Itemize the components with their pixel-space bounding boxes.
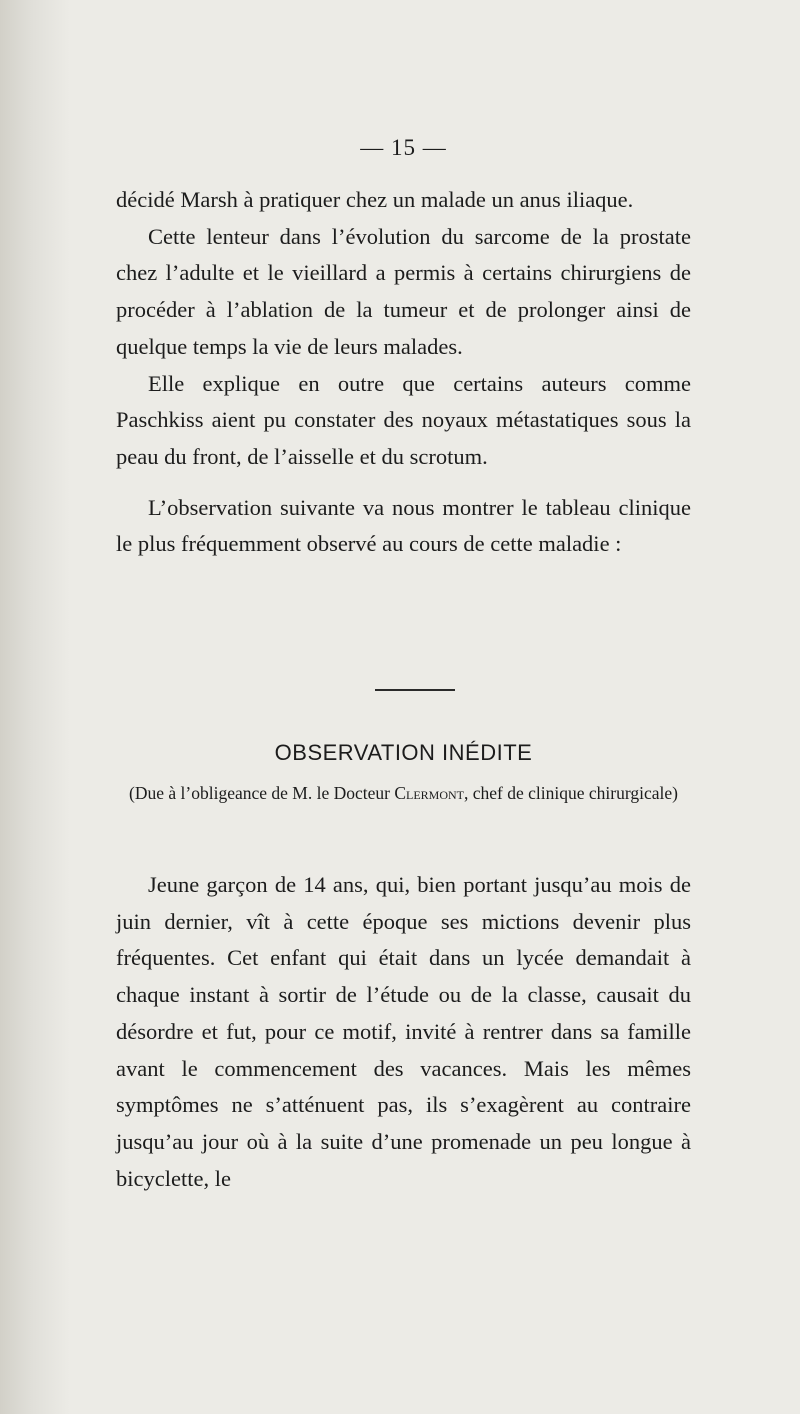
page-edge-shadow	[0, 0, 70, 1414]
page-number: — 15 —	[360, 135, 447, 160]
observation-title: OBSERVATION INÉDITE	[274, 740, 533, 765]
attribution-doctor-name: Clermont	[394, 783, 465, 803]
body-text	[116, 182, 691, 563]
paragraph-3: Elle explique en outre que certains auteurs comme Paschkiss aient pu constater des noyaux métastatiques sous la peau du front, de l’aisselle et du scrotum.	[116, 370, 691, 469]
paragraph-1: décidé Marsh à pratiquer chez un malade un anus iliaque.	[116, 187, 634, 212]
paragraph-2: Cette lenteur dans l’évolution du sarcome de la prostate chez l’adulte et le vieillard a permis à certains chirurgiens de procéder à l’ablation de la tumeur et de prolonger ainsi de quelque temps la vie de leurs malades.	[116, 223, 691, 359]
attribution-text-before: (Due à l’obligeance de M. le Docteur	[129, 783, 395, 803]
paragraph-4: L’observation suivante va nous montrer le tableau clinique le plus fréquemment observé au cours de cette maladie :	[116, 494, 691, 557]
section-divider	[375, 689, 455, 691]
observation-paragraph: Jeune garçon de 14 ans, qui, bien portant jusqu’au mois de juin dernier, vît à cette époque ses mictions devenir plus fréquentes. Cet enfant qui était dans un lycée demandait à chaque instant à sortir de l’étude ou de la classe, causait du désordre et fut, pour ce motif, invité à rentrer dans sa famille avant le commencement des vacances. Mais les mêmes symptômes ne s’atténuent pas, ils s’exagèrent au contraire jusqu’au jour où à la suite d’une promenade un peu longue à bicyclette, le	[116, 872, 691, 1191]
observation-attribution	[116, 780, 691, 807]
attribution-text-after: , chef de clinique chirurgicale)	[464, 783, 678, 803]
observation-text	[116, 867, 691, 1197]
